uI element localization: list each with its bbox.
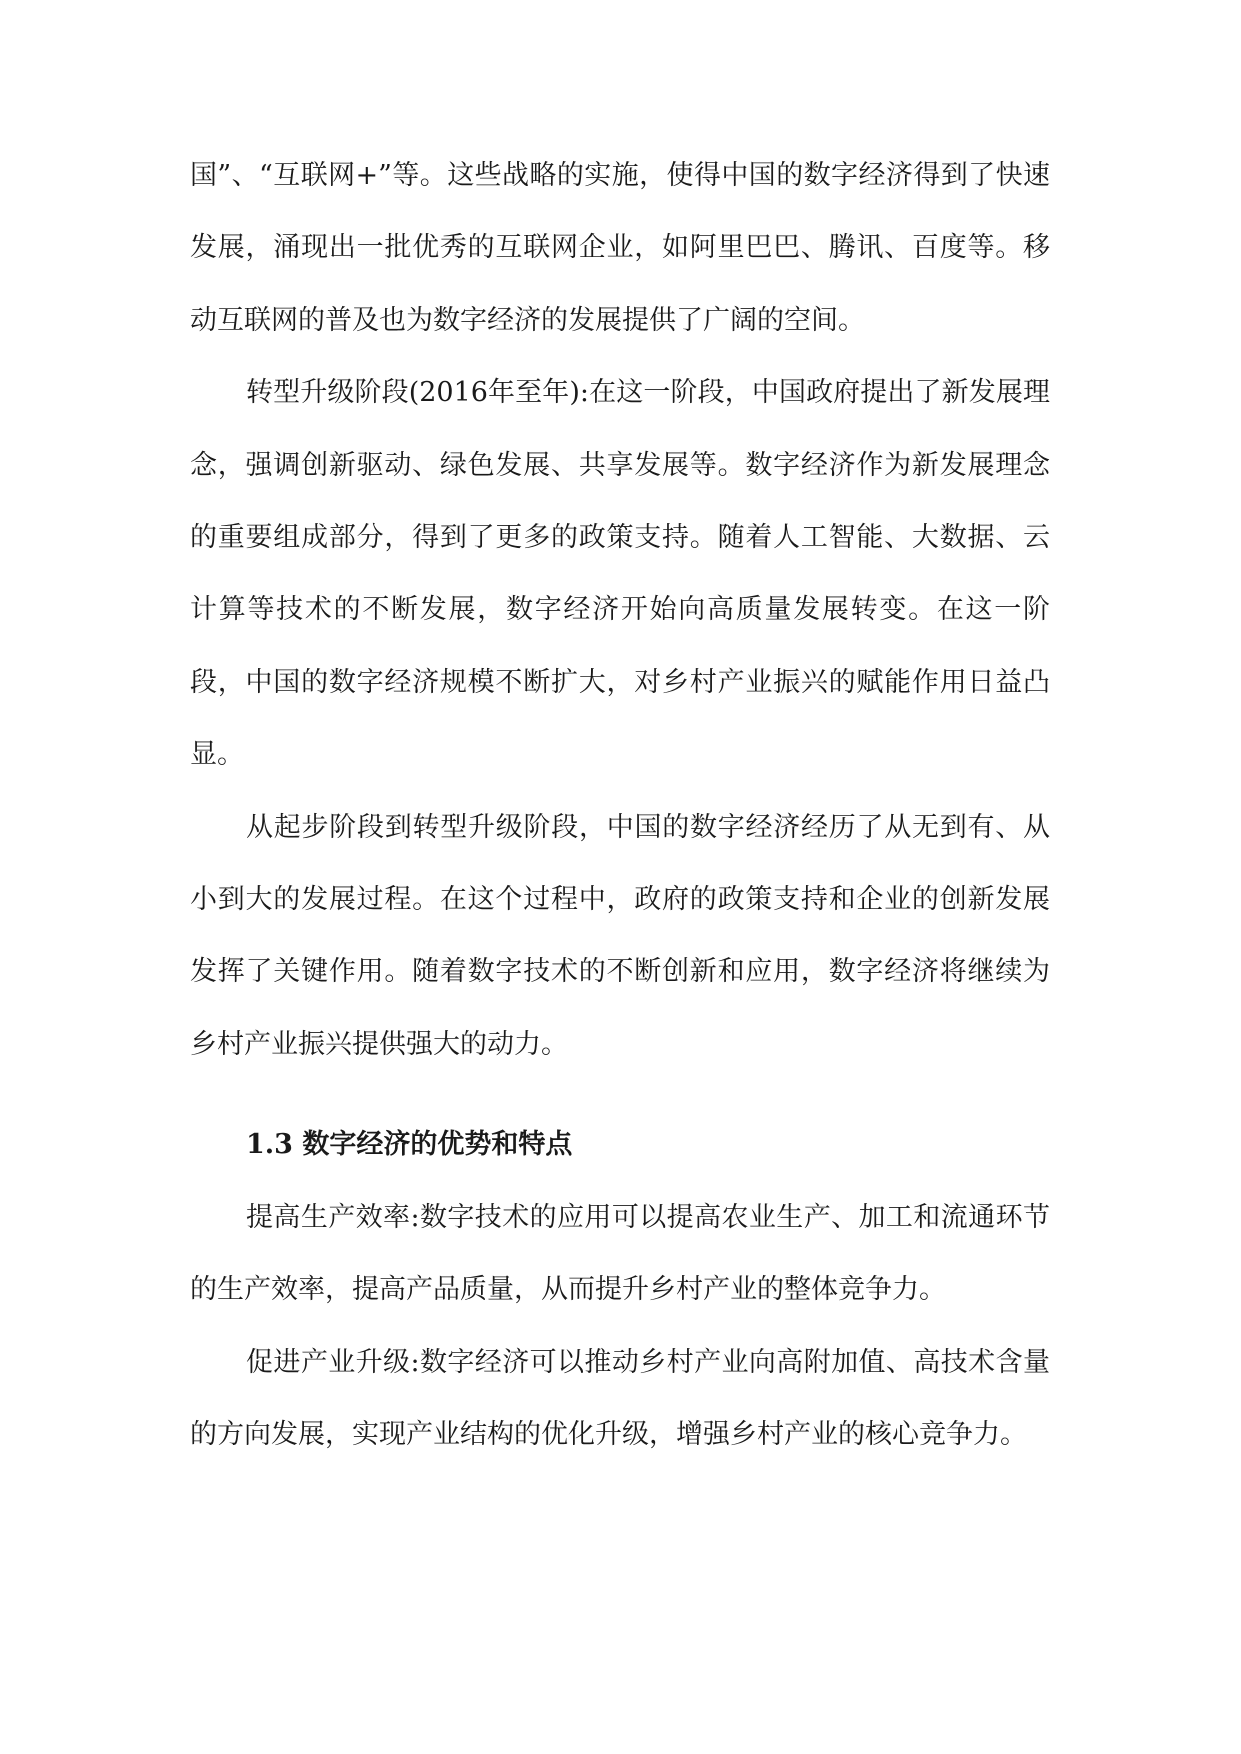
paragraph-continuation: 国”、“互联网+”等。这些战略的实施，使得中国的数字经济得到了快速发展，涌现出一批优秀的互联网企业，如阿里巴巴、腾讯、百度等。移动互联网的普及也为数字经济的发展提供了广阔的空间。: [190, 160, 1050, 336]
paragraph-transformation-stage: 转型升级阶段(2016年至年):在这一阶段，中国政府提出了新发展理念，强调创新驱动、绿色发展、共享发展等。数字经济作为新发展理念的重要组成部分，得到了更多的政策支持。随着人工智能、大数据、云计算等技术的不断发展，数字经济开始向高质量发展转变。在这一阶段，中国的数字经济规模不断扩大，对乡村产业振兴的赋能作用日益凸显。: [190, 377, 1050, 771]
section-heading: 1.3 数字经济的优势和特点: [246, 1129, 573, 1161]
paragraph-development-summary: 从起步阶段到转型升级阶段，中国的数字经济经历了从无到有、从小到大的发展过程。在这个过程中，政府的政策支持和企业的创新发展发挥了关键作用。随着数字技术的不断创新和应用，数字经济将继续为乡村产业振兴提供强大的动力。: [190, 811, 1050, 1060]
document-body: [190, 140, 1050, 1471]
paragraph-industry-upgrade: 促进产业升级:数字经济可以推动乡村产业向高附加值、高技术含量的方向发展，实现产业结构的优化升级，增强乡村产业的核心竞争力。: [190, 1346, 1050, 1450]
paragraph-production-efficiency: 提高生产效率:数字技术的应用可以提高农业生产、加工和流通环节的生产效率，提高产品质量，从而提升乡村产业的整体竞争力。: [190, 1201, 1050, 1306]
